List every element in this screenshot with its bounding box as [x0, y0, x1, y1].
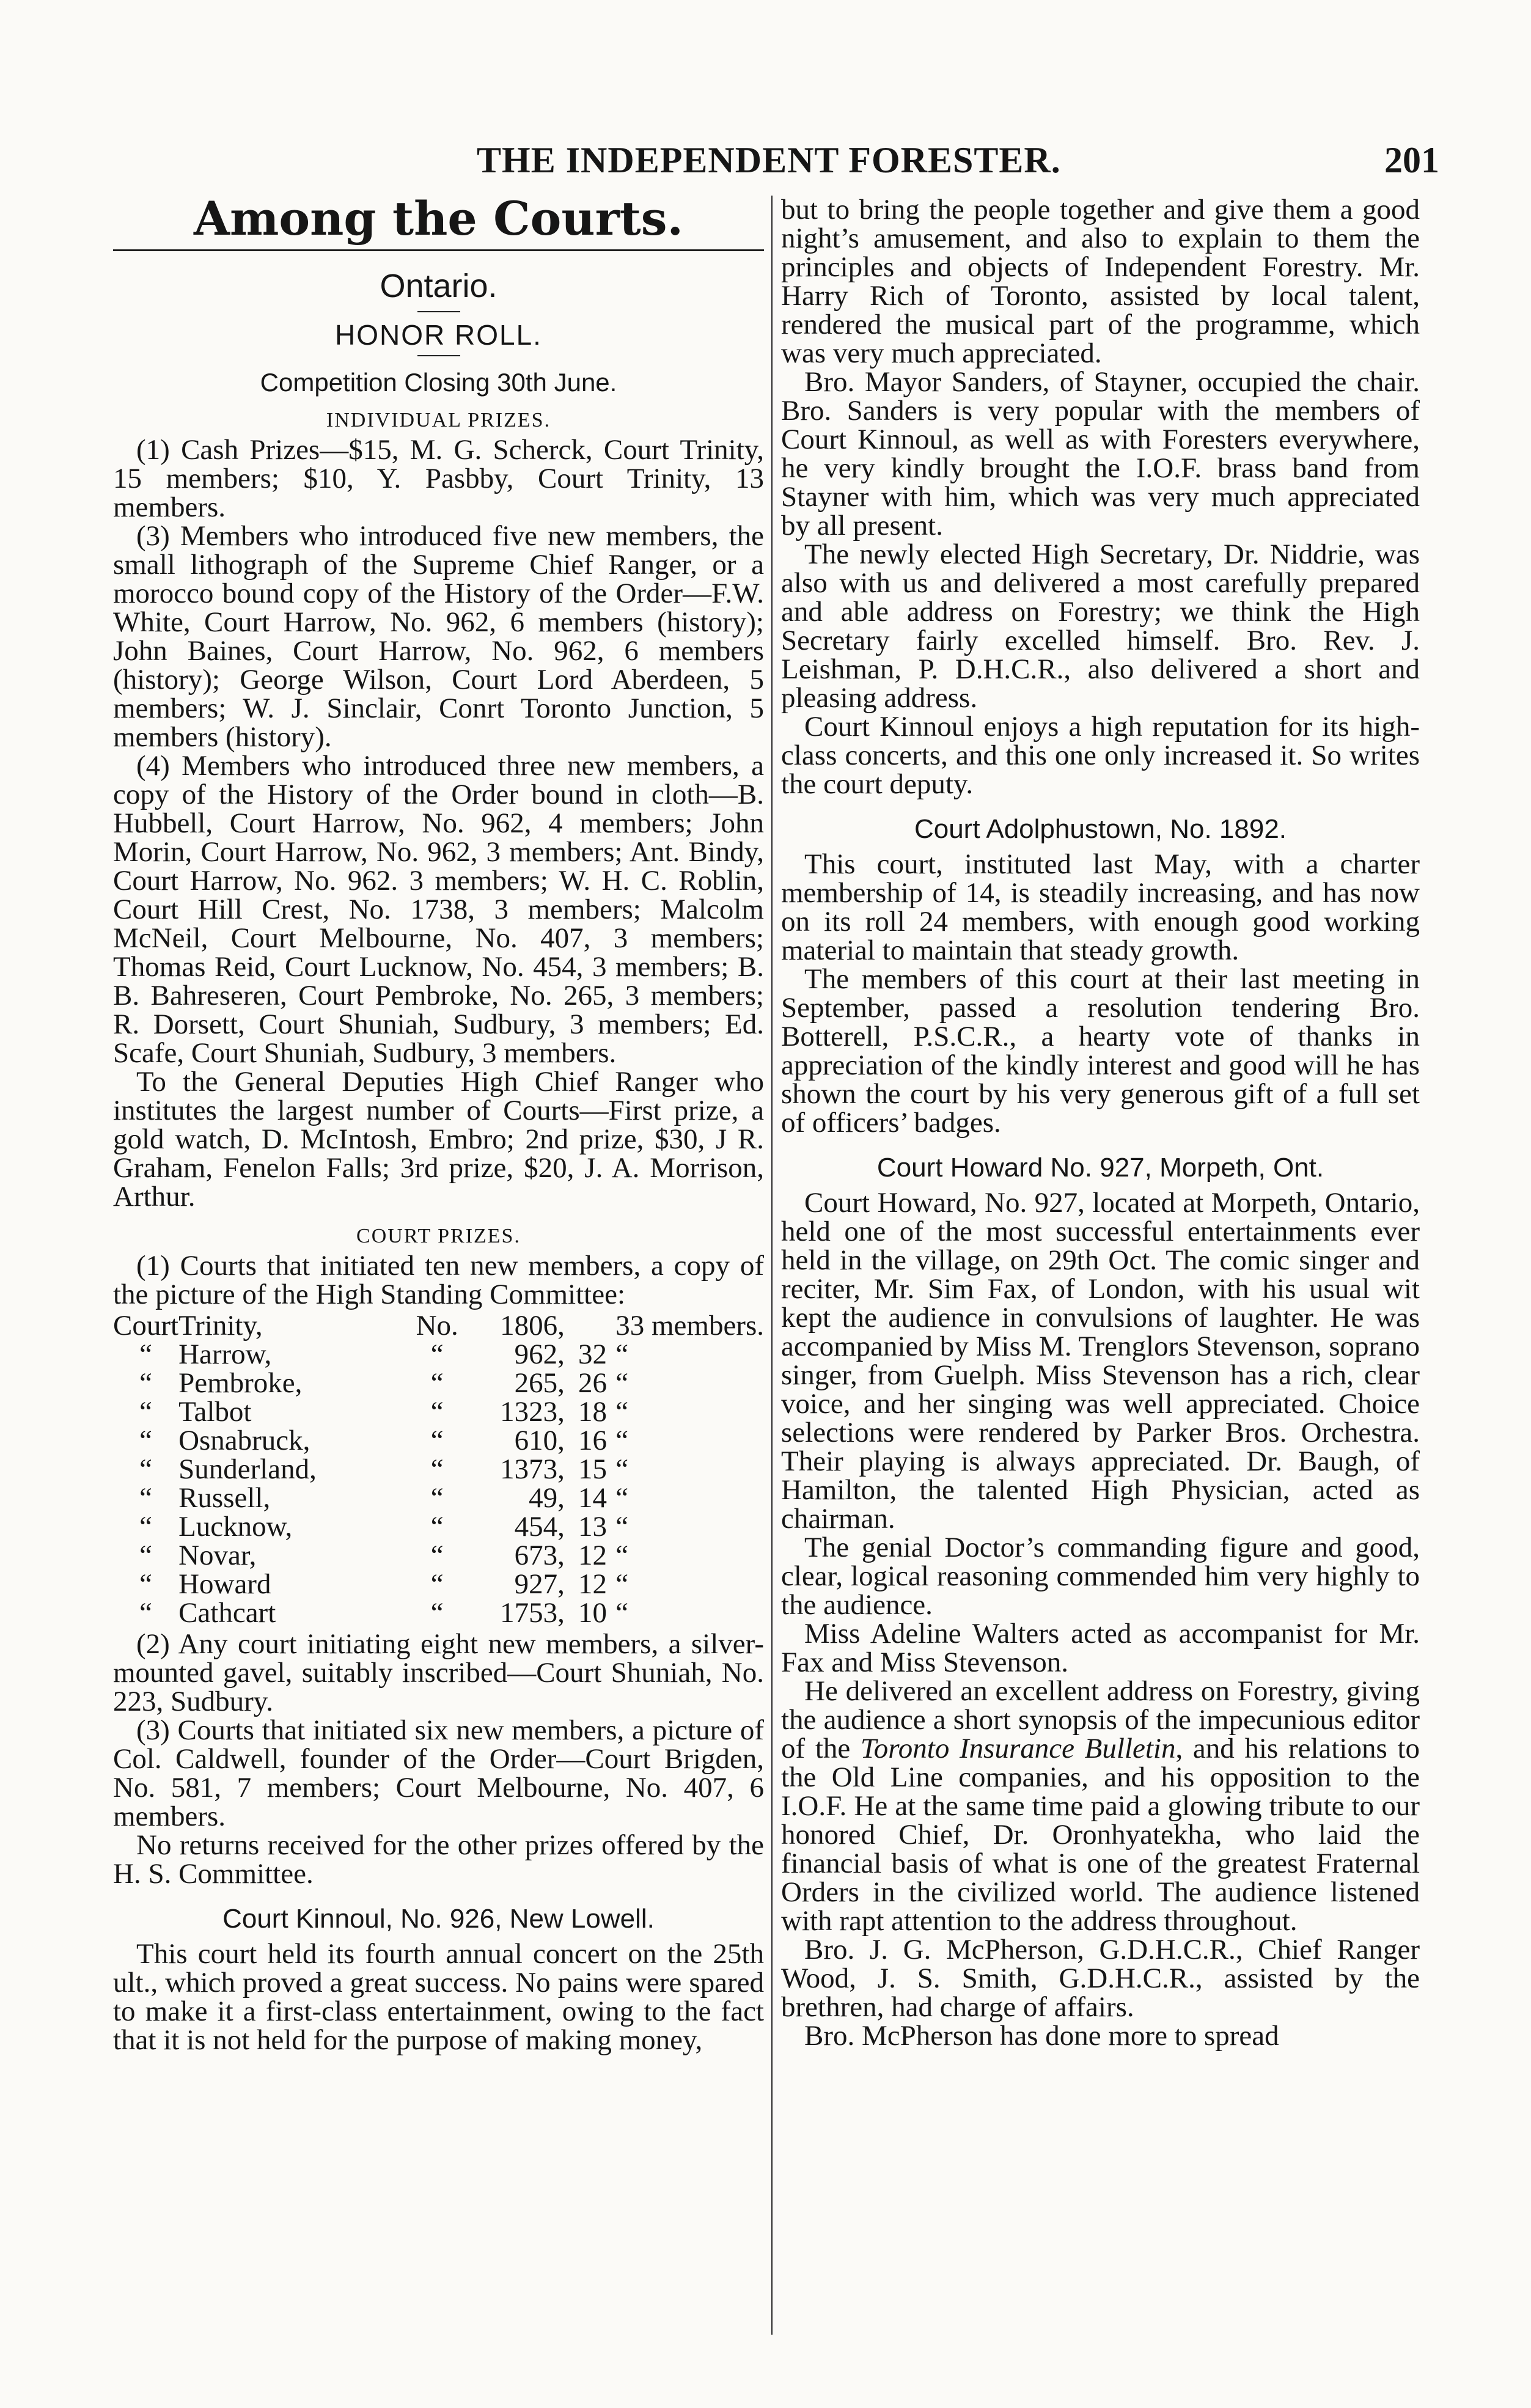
ditto-mark: “: [139, 1338, 152, 1370]
ditto-mark: “: [615, 1367, 629, 1399]
number-label: “: [430, 1597, 444, 1629]
number-label: “: [430, 1425, 444, 1456]
court-number: 454,: [514, 1511, 565, 1543]
table-row: [113, 1599, 764, 1628]
ditto-mark: “: [139, 1367, 152, 1399]
court-number: 927,: [514, 1568, 565, 1600]
prize-paragraph: (4) Members who introduced three new members, a copy of the History of the Order bound in cloth—B. Hubbell, Court Harrow, No. 962, 4 members; John Morin, Court Harrow, No. 962, 3 members; Ant. Bindy, Court Harrow, No. 962. 3 members; W. H. C. Roblin, Court Hill Crest, No. 1738, 3 members; Malcolm McNeil, Court Melbourne, No. 407, 3 members; Thomas Reid, Court Lucknow, No. 454, 3 members; B. B. Bahreseren, Court Pembroke, No. 265, 3 members; R. Dorsett, Court Shuniah, Sudbury, 3 members; Ed. Scafe, Court Shuniah, Sudbury, 3 members.: [113, 750, 764, 1069]
member-count: 32: [578, 1338, 608, 1370]
short-divider: [417, 311, 460, 312]
ditto-mark: “: [139, 1511, 152, 1543]
section-title-rule: [113, 249, 764, 251]
table-row: [113, 1340, 764, 1369]
table-row: [113, 1455, 764, 1484]
member-count: 26: [578, 1367, 608, 1399]
province-heading: Ontario.: [380, 268, 497, 304]
ditto-mark: “: [139, 1482, 152, 1514]
left-column: [113, 191, 764, 2056]
court-name: Harrow,: [178, 1338, 272, 1370]
prize-paragraph: (3) Courts that initiated six new members, a picture of Col. Caldwell, founder of the Order—Court Brigden, No. 581, 7 members; Court Melbourne, No. 407, 6 members.: [113, 1714, 764, 1832]
article-paragraph: Bro. McPherson has done more to spread: [804, 2020, 1279, 2052]
ditto-mark: “: [615, 1511, 629, 1543]
article-paragraph: Bro. Mayor Sanders, of Stayner, occupied the chair. Bro. Sanders is very popular with the members of Court Kinnoul, as well as with Foresters everywhere, he very kindly brought the I.O.F. brass band from Stayner with him, which was very much appreciated by all present.: [781, 366, 1420, 541]
court-number: 1753,: [500, 1597, 565, 1629]
court-prizes-heading: COURT PRIZES.: [356, 1225, 521, 1247]
member-count: 16: [578, 1425, 608, 1456]
prize-paragraph: To the General Deputies High Chief Ranger who institutes the largest number of Courts—First prize, a gold watch, D. McIntosh, Embro; 2nd prize, $30, J R. Graham, Fenelon Falls; 3rd prize, $20, J. A. Morrison, Arthur.: [113, 1066, 764, 1213]
number-label: “: [430, 1338, 444, 1370]
court-number: 673,: [514, 1540, 565, 1571]
ditto-mark: “: [615, 1396, 629, 1428]
ditto-mark: “: [615, 1338, 629, 1370]
table-row: [113, 1398, 764, 1426]
table-row: [113, 1513, 764, 1541]
running-header: [116, 139, 1439, 188]
court-prizes-intro: (1) Courts that initiated ten new members, a copy of the picture of the High Standing Committee:: [113, 1250, 764, 1310]
article-paragraph: Court Howard, No. 927, located at Morpeth, Ontario, held one of the most successful entertainments ever held in the village, on 29th Oct. The comic singer and reciter, Mr. Sim Fax, of London, with his usual wit kept the audience in convulsions of laughter. He was accompanied by Miss M. Trenglors Stevenson, soprano singer, from Guelph. Miss Stevenson has a rich, clear voice, and her singing was well appreciated. Choice selections were rendered by Parker Bros. Orchestra. Their playing is always appreciated. Dr. Baugh, of Hamilton, the talented High Physician, acted as chairman.: [781, 1187, 1420, 1535]
article-paragraph: The newly elected High Secretary, Dr. Niddrie, was also with us and delivered a most carefully prepared and able address on Forestry; we think the High Secretary fairly excelled himself. Bro. Rev. J. Leishman, P. D.H.C.R., also delivered a short and pleasing address.: [781, 538, 1420, 714]
column-divider: [771, 196, 773, 2335]
individual-prizes-heading: INDIVIDUAL PRIZES.: [326, 409, 551, 431]
ditto-mark: “: [615, 1482, 629, 1514]
ditto-mark: “: [139, 1568, 152, 1600]
journal-title: THE INDEPENDENT FORESTER.: [477, 140, 1061, 180]
member-count: 33 members.: [615, 1310, 764, 1342]
ditto-mark: “: [615, 1453, 629, 1485]
article-paragraph: This court, instituted last May, with a charter membership of 14, is steadily increasing, and has now on its roll 24 members, with enough good working material to maintain that steady growth.: [781, 848, 1420, 966]
competition-closing: Competition Closing 30th June.: [260, 368, 617, 397]
court-howard-heading: Court Howard No. 927, Morpeth, Ont.: [876, 1153, 1324, 1183]
number-label: “: [430, 1482, 444, 1514]
right-column: [781, 196, 1420, 2050]
ditto-mark: “: [139, 1453, 152, 1485]
article-paragraph: The genial Doctor’s commanding figure and good, clear, logical reasoning commended him very highly to the audience.: [781, 1532, 1420, 1621]
table-row: [113, 1484, 764, 1513]
member-count: 12: [578, 1568, 608, 1600]
court-name: Howard: [178, 1568, 271, 1600]
table-row: [113, 1541, 764, 1570]
court-name: Lucknow,: [178, 1511, 293, 1543]
paragraph-text: He delivered an excellent address on Forestry, giving the audience a short synopsis of the impecunious editor of the: [781, 1675, 1420, 1764]
ditto-mark: “: [615, 1597, 629, 1629]
number-label: “: [430, 1568, 444, 1600]
ditto-mark: “: [615, 1568, 629, 1600]
member-count: 13: [578, 1511, 608, 1543]
member-count: 15: [578, 1453, 608, 1485]
article-paragraph: Bro. J. G. McPherson, G.D.H.C.R., Chief Ranger Wood, J. S. Smith, G.D.H.C.R., assisted by the brethren, had charge of affairs.: [781, 1934, 1420, 2023]
number-label: “: [430, 1511, 444, 1543]
number-label: “: [430, 1396, 444, 1428]
court-name: Cathcart: [178, 1597, 276, 1629]
court-prizes-table: [113, 1312, 764, 1628]
ditto-mark: Court: [113, 1310, 179, 1342]
number-label: No.: [416, 1310, 458, 1342]
member-count: 12: [578, 1540, 608, 1571]
prize-paragraph: No returns received for the other prizes offered by the H. S. Committee.: [113, 1829, 764, 1890]
paragraph-text: , and his relations to the Old Line companies, and his opposition to the I.O.F. He at the same time paid a glowing tribute to our honored Chief, Dr. Oronhyatekha, who laid the financial basis of what is one of the greatest Fraternal Orders in the civilized world. The audience listened with rapt attention to the address throughout.: [781, 1733, 1420, 1937]
ditto-mark: “: [615, 1540, 629, 1571]
section-title: Among the Courts.: [194, 191, 683, 246]
table-row: [113, 1426, 764, 1455]
publication-title: Toronto Insurance Bulletin: [860, 1733, 1176, 1764]
number-label: “: [430, 1540, 444, 1571]
article-paragraph: [781, 1677, 1420, 1936]
court-name: Russell,: [178, 1482, 271, 1514]
number-label: “: [430, 1367, 444, 1399]
ditto-mark: “: [139, 1425, 152, 1456]
court-name: Sunderland,: [178, 1453, 317, 1485]
prize-paragraph: (2) Any court initiating eight new members, a silver-mounted gavel, suitably inscribed—Court Shuniah, No. 223, Sudbury.: [113, 1628, 764, 1717]
page-number: 201: [1384, 140, 1439, 180]
table-row: [113, 1570, 764, 1599]
ditto-mark: “: [139, 1396, 152, 1428]
table-row: [113, 1312, 764, 1340]
court-number: 1323,: [500, 1396, 565, 1428]
court-number: 962,: [514, 1338, 565, 1370]
court-number: 265,: [514, 1367, 565, 1399]
ditto-mark: “: [615, 1425, 629, 1456]
honor-roll-heading: HONOR ROLL.: [335, 319, 542, 351]
court-adolphustown-heading: Court Adolphustown, No. 1892.: [914, 814, 1287, 844]
court-name: Trinity,: [178, 1310, 263, 1342]
court-name: Novar,: [178, 1540, 257, 1571]
court-number: 1806,: [500, 1310, 565, 1342]
article-paragraph: Miss Adeline Walters acted as accompanist for Mr. Fax and Miss Stevenson.: [781, 1618, 1420, 1678]
article-paragraph: but to bring the people together and give them a good night’s amusement, and also to explain to them the principles and objects of Independent Forestry. Mr. Harry Rich of Toronto, assisted by local talent, rendered the musical part of the programme, which was very much appreciated.: [781, 194, 1420, 369]
article-paragraph: The members of this court at their last meeting in September, passed a resolution tendering Bro. Botterell, P.S.C.R., a hearty vote of thanks in appreciation of the kindly interest and good will he has shown the court by his very generous gift of a full set of officers’ badges.: [781, 963, 1420, 1139]
ditto-mark: “: [139, 1540, 152, 1571]
member-count: 18: [578, 1396, 608, 1428]
prize-paragraph: (1) Cash Prizes—$15, M. G. Scherck, Court Trinity, 15 members; $10, Y. Pasbby, Court Trinity, 13 members.: [113, 434, 764, 523]
court-number: 1373,: [500, 1453, 565, 1485]
number-label: “: [430, 1453, 444, 1485]
court-name: Osnabruck,: [178, 1425, 310, 1456]
court-name: Pembroke,: [178, 1367, 303, 1399]
ditto-mark: [570, 1312, 615, 1340]
member-count: 14: [578, 1482, 608, 1514]
court-kinnoul-heading: Court Kinnoul, No. 926, New Lowell.: [222, 1904, 655, 1934]
table-row: [113, 1369, 764, 1398]
ditto-mark: “: [139, 1597, 152, 1629]
article-paragraph: Court Kinnoul enjoys a high reputation for its high-class concerts, and this one only increased it. So writes the court deputy.: [781, 711, 1420, 800]
member-count: 10: [578, 1597, 608, 1629]
article-paragraph: This court held its fourth annual concert on the 25th ult., which proved a great success. No pains were spared to make it a first-class entertainment, owing to the fact that it is not held for the purpose of making money,: [113, 1938, 764, 2056]
court-number: 49,: [529, 1482, 565, 1514]
court-number: 610,: [514, 1425, 565, 1456]
prize-paragraph: (3) Members who introduced five new members, the small lithograph of the Supreme Chief Ranger, or a morocco bound copy of the History of the Order—F.W. White, Court Harrow, No. 962, 6 members (history); John Baines, Court Harrow, No. 962, 6 members (history); George Wilson, Court Lord Aberdeen, 5 members; W. J. Sinclair, Conrt Toronto Junction, 5 members (history).: [113, 520, 764, 753]
short-divider: [417, 355, 460, 356]
court-name: Talbot: [178, 1396, 252, 1428]
